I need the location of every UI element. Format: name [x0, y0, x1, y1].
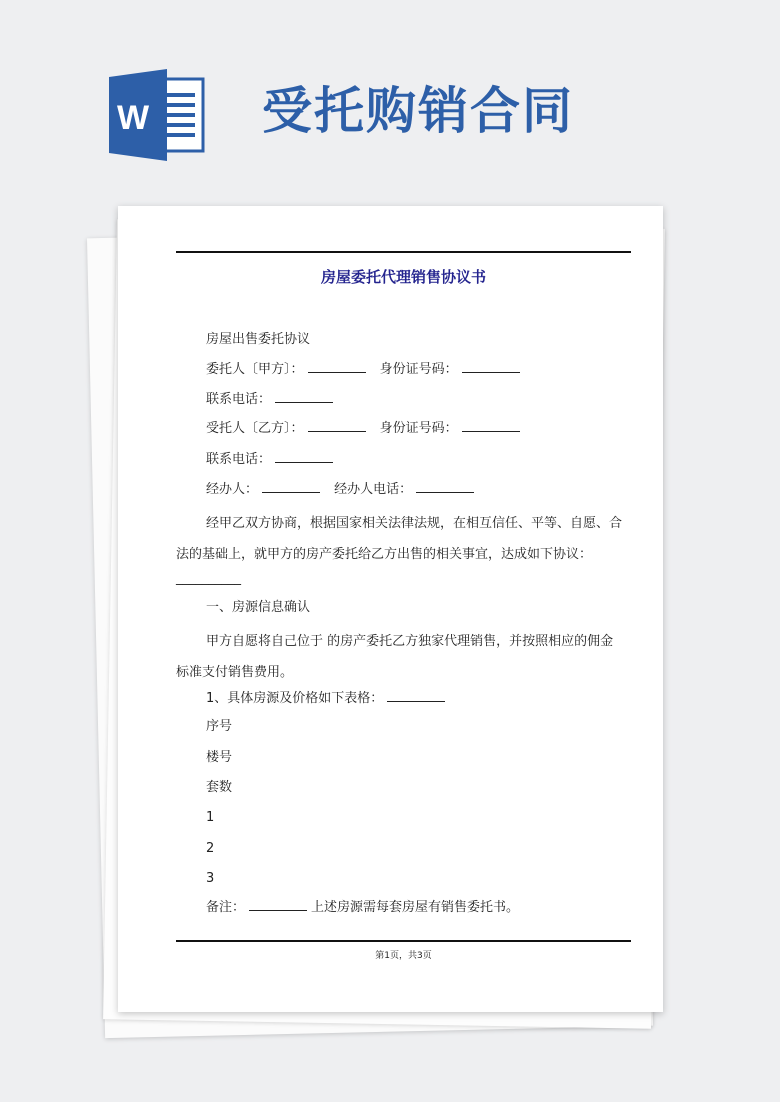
section-paragraph-line: 甲方自愿将自己位于 的房产委托乙方独家代理销售，并按照相应的佣金 [206, 634, 614, 649]
agent-line [206, 480, 478, 499]
agent-phone-label: 经办人电话： [334, 482, 413, 497]
table-row-cell: 3 [206, 871, 215, 886]
separator-line: __________ [176, 571, 241, 586]
document-page [118, 206, 663, 1012]
party-b-phone-blank [275, 450, 333, 463]
party-b-label: 受托人〔乙方〕： [206, 421, 304, 436]
party-a-id-label: 身份证号码： [379, 362, 458, 377]
document-title: 房屋委托代理销售协议书 [320, 268, 486, 286]
party-a-line [206, 360, 524, 379]
word-icon [109, 69, 207, 161]
party-a-phone-label: 联系电话： [206, 392, 272, 407]
remark-label: 备注： [206, 900, 246, 915]
party-a-phone-blank [275, 390, 333, 403]
remark-line [206, 898, 519, 917]
table-header-cell: 套数 [206, 780, 233, 795]
table-header-cell: 序号 [206, 719, 233, 734]
intro-line: 房屋出售委托协议 [206, 332, 311, 347]
remark-blank [249, 898, 307, 911]
header-rule [176, 251, 631, 253]
party-b-line [206, 419, 524, 438]
item-label: 1、具体房源及价格如下表格： [206, 691, 384, 706]
page-footer: 第1页，共3页 [375, 951, 432, 961]
remark-text: 上述房源需每套房屋有销售委托书。 [311, 900, 520, 915]
party-a-blank [308, 360, 366, 373]
item-line [206, 689, 449, 708]
party-a-phone-line [206, 390, 337, 409]
party-b-id-label: 身份证号码： [379, 421, 458, 436]
table-row-cell: 1 [206, 810, 215, 825]
banner [0, 0, 780, 200]
table-header-cell: 楼号 [206, 750, 233, 765]
party-a-label: 委托人〔甲方〕： [206, 362, 304, 377]
agent-blank [262, 480, 320, 493]
paragraph-line: 法的基础上，就甲方的房产委托给乙方出售的相关事宜，达成如下协议： [176, 547, 593, 562]
paragraph-line: 经甲乙双方协商，根据国家相关法律法规，在相互信任、平等、自愿、合 [206, 516, 623, 531]
footer-rule [176, 940, 631, 942]
section-paragraph-line: 标准支付销售费用。 [176, 665, 294, 680]
party-b-phone-line [206, 450, 337, 469]
party-b-phone-label: 联系电话： [206, 452, 272, 467]
svg-text:W: W [117, 99, 150, 137]
agent-phone-blank [416, 480, 474, 493]
party-b-id-blank [462, 419, 520, 432]
agent-label: 经办人： [206, 482, 259, 497]
item-blank [387, 689, 445, 702]
party-a-id-blank [462, 360, 520, 373]
table-row-cell: 2 [206, 841, 215, 856]
section-heading: 一、房源信息确认 [206, 600, 311, 615]
page-title: 受托购销合同 [262, 82, 574, 140]
party-b-blank [308, 419, 366, 432]
